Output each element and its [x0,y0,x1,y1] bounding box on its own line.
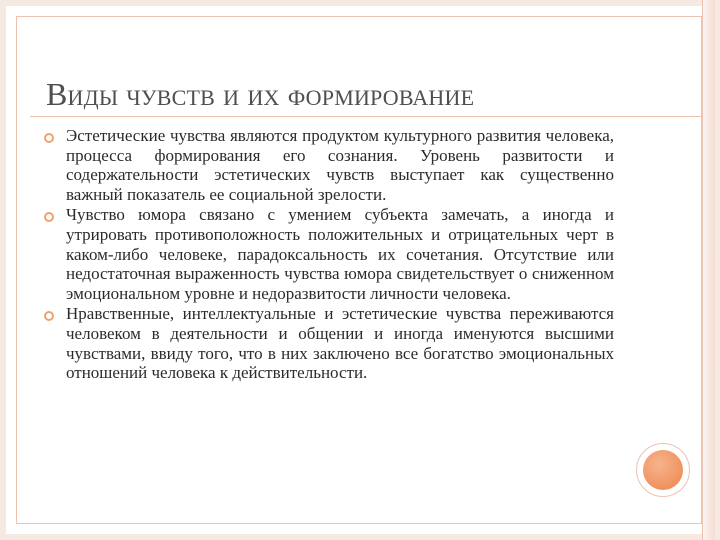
hollow-circle-bullet-icon [44,133,54,143]
hollow-circle-bullet-icon [44,311,54,321]
bullet-item [44,126,614,204]
hollow-circle-bullet-icon [44,212,54,222]
title-divider [30,116,702,117]
bullet-text: Нравственные, интеллектуальные и эстетические чувства переживаются человеком в деятельности и общении и иногда именуются высшими чувствами, ввиду того, что в них заключено все богатство эмоциональных отношений человека к действительности. [66,304,614,383]
slide-right-edge [702,0,715,540]
bullet-item [44,304,614,382]
bullet-text: Эстетические чувства являются продуктом культурного развития человека, процесса формирования его сознания. Уровень развитости и содержательности эстетических чувств выступает как существенно важный показатель ее социальной зрелости. [66,126,614,204]
orange-circle-icon [643,450,683,490]
bullet-text: Чувство юмора связано с умением субъекта замечать, а иногда и утрировать противоположность положительных и отрицательных черт в каком-либо человеке, парадоксальность их сочетания. Отсутствие или недостаточная выраженность чувства юмора свидетельствует о сниженном эмоциональном уровне и недоразвитости личности человека. [66,205,614,303]
bullet-list [44,126,614,384]
bullet-item [44,205,614,303]
slide-title: Виды чувств и их формирование [46,76,475,112]
